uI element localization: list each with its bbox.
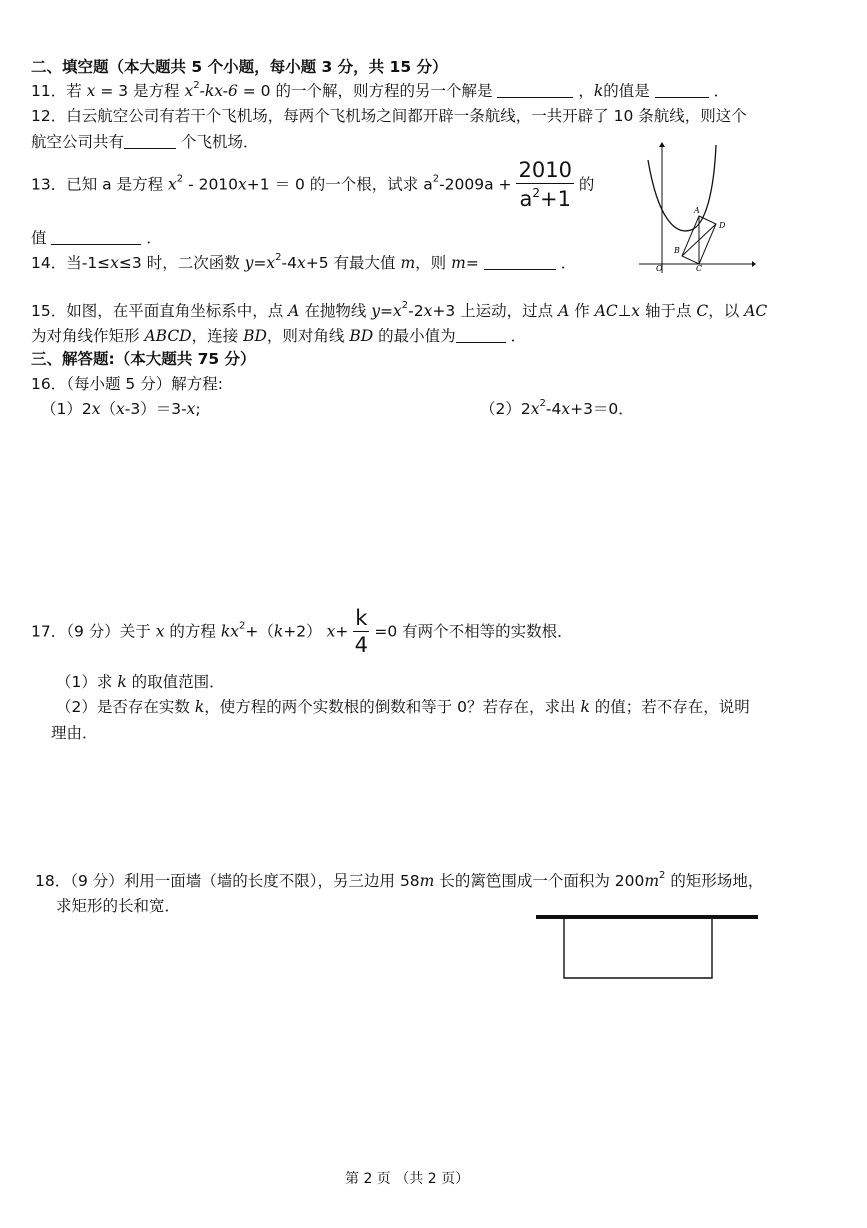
q11-answer-blank-1[interactable]: [497, 83, 573, 98]
q14-var: x: [297, 254, 306, 272]
label-o: O: [656, 264, 663, 273]
q11-text: 11．若: [31, 82, 82, 100]
q16-text: （2）2: [480, 400, 531, 418]
question-16-title: 16．（每小题 5 分）解方程:: [31, 375, 223, 393]
q16-var: x: [91, 400, 101, 418]
q14-var: y: [244, 254, 254, 272]
q14-var: x: [110, 254, 119, 272]
wall-fence-figure: [534, 912, 760, 982]
q17-fraction-numerator: k: [355, 606, 368, 630]
q16-text: -3）＝3-: [124, 400, 187, 418]
q15-var: C: [696, 302, 709, 320]
q11-var: x: [86, 82, 96, 100]
question-15-line-2: [31, 324, 526, 346]
q17-text: （1）求: [56, 673, 113, 691]
q17-fraction-denominator: 4: [354, 633, 369, 657]
q14-text: -4: [281, 254, 297, 272]
q17-var: kx: [220, 622, 239, 641]
label-a: A: [694, 206, 700, 215]
parabola-rectangle-figure: [636, 140, 756, 275]
q11-text: = 3 是方程: [100, 82, 180, 100]
question-13-line-2: [31, 226, 162, 248]
q17-text: 的值；若不存在，说明: [594, 698, 750, 716]
q15-var: y: [371, 302, 381, 320]
q13-fraction-denominator: [516, 184, 573, 210]
q15-text: ，连接: [191, 327, 239, 345]
q13-text: -2009a +: [439, 175, 512, 194]
q13-text: 13．已知 a 是方程: [31, 175, 164, 194]
page-footer: 第 2 页 （共 2 页）: [345, 1171, 470, 1187]
q13-exponent: 2: [176, 173, 184, 185]
q12-text: 个飞机场．: [180, 133, 259, 151]
question-12-line-2: [31, 130, 258, 152]
x-axis-arrow: [752, 261, 756, 267]
q15-text: 的最小值为: [378, 327, 456, 345]
q15-var: x: [393, 302, 402, 320]
q13-fraction: [516, 160, 573, 210]
q14-text: =: [253, 254, 267, 272]
q17-text: 的方程: [169, 622, 216, 641]
question-17-part-1: [56, 670, 225, 692]
question-17-part-2-line-2: 理由．: [51, 724, 98, 742]
q18-text: 的矩形场地，: [670, 872, 764, 890]
y-axis-arrow: [659, 142, 665, 147]
q15-var: A: [288, 302, 300, 320]
q18-var: m: [644, 872, 660, 890]
q15-var: x: [423, 302, 433, 320]
question-13: [31, 160, 594, 210]
q11-exponent: 2: [193, 80, 200, 91]
q13-text: - 2010: [183, 175, 239, 194]
q17-var: k: [273, 622, 284, 641]
q14-text: ，则: [415, 254, 447, 272]
q11-answer-blank-2[interactable]: [655, 83, 709, 98]
question-11: [31, 79, 729, 101]
section-3-heading: 三、解答题:（本大题共 75 分）: [31, 350, 256, 368]
q16-text: （1）2: [41, 400, 92, 418]
q17-text: ，使方程的两个实数根的倒数和等于 0？若存在，求出: [204, 698, 576, 716]
q16-text: +3＝0．: [570, 400, 634, 418]
q13-text: +1 ＝ 0 的一个根，试求 a: [246, 175, 433, 194]
q17-fraction: [353, 608, 369, 656]
q14-var: m: [400, 254, 416, 272]
q14-answer-blank[interactable]: [484, 255, 556, 270]
question-16-part-2: [480, 397, 634, 419]
q15-text: ，以: [708, 302, 740, 320]
q15-exponent: 2: [401, 300, 409, 311]
q13-text: 的: [578, 175, 595, 194]
q14-text: ．: [560, 254, 577, 272]
q15-var: A: [558, 302, 570, 320]
q11-text: ．: [713, 82, 730, 100]
q11-var: k: [593, 82, 604, 100]
q11-text: 的值是: [603, 82, 650, 100]
q15-var: AC: [744, 302, 768, 320]
q17-text: +: [335, 622, 349, 641]
q15-text: +3 上运动，过点: [432, 302, 554, 320]
question-17: [31, 608, 573, 656]
q15-text: 轴于点: [644, 302, 692, 320]
q13-answer-blank[interactable]: [51, 230, 141, 245]
q15-text: 15．如图，在平面直角坐标系中，点: [31, 302, 284, 320]
q16-var: x: [116, 400, 125, 418]
q14-text: =: [465, 254, 479, 272]
q13-var: x: [238, 175, 247, 194]
q16-text: （: [100, 400, 116, 418]
question-17-part-2: [56, 695, 750, 717]
q18-text: 长的篱笆围成一个面积为 200: [439, 872, 645, 890]
q16-var: x: [530, 400, 540, 418]
q13-den-var: a: [519, 187, 533, 211]
question-18: [35, 869, 763, 891]
q13-den-text: +1: [539, 187, 571, 211]
q15-var: AC: [594, 302, 618, 320]
q16-exponent: 2: [539, 398, 546, 409]
q15-var: BD: [349, 327, 374, 345]
q17-var: k: [117, 673, 127, 691]
fence-rectangle: [564, 918, 712, 978]
q15-text: 为对角线作矩形: [31, 327, 140, 345]
question-14: [31, 251, 576, 273]
question-12-line-1: 12．白云航空公司有若干个飞机场，每两个飞机场之间都开辟一条航线，一共开辟了 10 条航线，则这个: [31, 107, 747, 125]
q14-var: x: [266, 254, 276, 272]
q17-var: k: [194, 698, 205, 716]
q17-exponent: 2: [238, 620, 246, 632]
q15-text: =: [380, 302, 394, 320]
q17-text: +2）: [283, 622, 322, 641]
q14-text: +5 有最大值: [305, 254, 396, 272]
label-c: C: [696, 264, 703, 273]
q15-text: 作: [574, 302, 590, 320]
q16-var: x: [186, 400, 196, 418]
q13-exponent: 2: [432, 173, 440, 185]
q11-text: ，: [578, 82, 594, 100]
q15-var: BD: [243, 327, 267, 345]
q15-var: x: [631, 302, 641, 320]
q13-text: ．: [146, 229, 162, 247]
q15-var: ABCD: [144, 327, 192, 345]
q17-text: +（: [245, 622, 274, 641]
q11-expr: -kx-6: [199, 82, 238, 100]
q18-var: m: [419, 872, 435, 890]
question-18-line-2: 求矩形的长和宽．: [56, 897, 181, 915]
q15-text: ⊥: [617, 302, 632, 320]
q15-text: -2: [408, 302, 424, 320]
q16-var: x: [561, 400, 571, 418]
q17-text: （2）是否存在实数: [56, 698, 190, 716]
q17-text: 的取值范围．: [131, 673, 225, 691]
q14-var: m: [451, 254, 466, 272]
q17-var: x: [155, 622, 165, 641]
q18-exponent: 2: [659, 870, 666, 881]
q17-var: x: [326, 622, 336, 641]
q13-den-exponent: 2: [532, 186, 540, 200]
section-2-heading: 二、填空题（本大题共 5 个小题，每小题 3 分，共 15 分）: [31, 58, 448, 76]
q13-text: 值: [31, 229, 47, 247]
q16-text: -4: [545, 400, 562, 418]
label-d: D: [719, 221, 726, 230]
q14-text: ≤3 时，二次函数: [118, 254, 240, 272]
q11-text: = 0 的一个解，则方程的另一个解是: [242, 82, 493, 100]
q15-text: ，则对角线: [266, 327, 345, 345]
parabola-curve: [648, 145, 716, 231]
q18-text: 18．（9 分）利用一面墙（墙的长度不限），另三边用 58: [35, 872, 420, 890]
q17-text: =0 有两个不相等的实数根．: [374, 622, 573, 641]
q15-text: 在抛物线: [304, 302, 367, 320]
q11-var: x: [184, 82, 194, 100]
q17-var: k: [580, 698, 590, 716]
label-b: B: [674, 246, 680, 255]
q13-var: x: [168, 175, 177, 194]
q14-text: 14．当-1≤: [31, 254, 111, 272]
question-16-part-1: [41, 397, 201, 419]
q15-text: ．: [510, 327, 527, 345]
q15-answer-blank[interactable]: [456, 328, 506, 343]
q17-text: 17．（9 分）关于: [31, 622, 151, 641]
q14-exponent: 2: [275, 252, 282, 263]
q12-answer-blank[interactable]: [124, 134, 176, 149]
q13-fraction-numerator: 2010: [518, 158, 572, 182]
q12-text: 航空公司共有: [31, 133, 125, 151]
question-15-line-1: [31, 299, 767, 321]
q16-text: ;: [195, 400, 201, 418]
